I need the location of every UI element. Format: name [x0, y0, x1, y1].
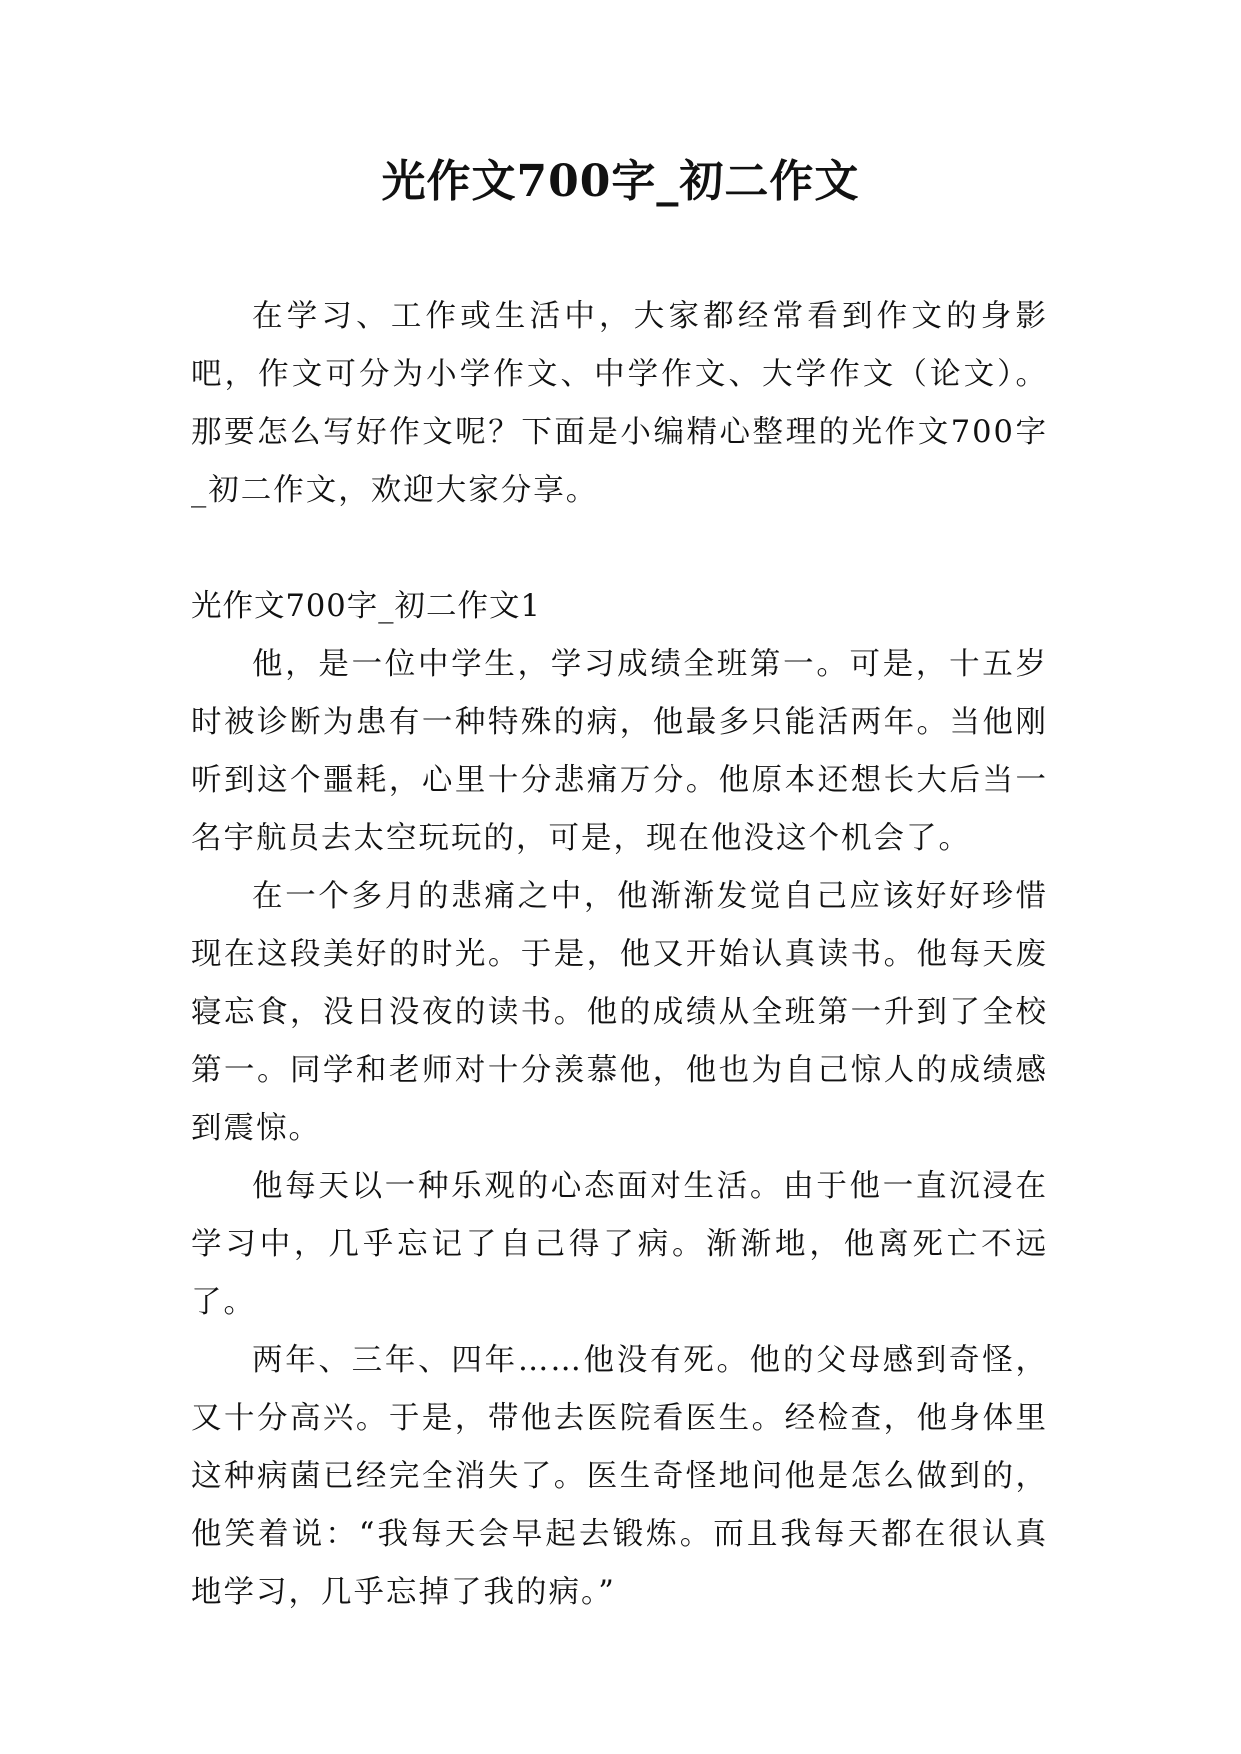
body-paragraph: 他每天以一种乐观的心态面对生活。由于他一直沉浸在学习中，几乎忘记了自己得了病。渐渐地，他离死亡不远了。	[191, 1169, 1048, 1320]
document-title: 光作文700字_初二作文	[381, 156, 860, 207]
section-title: 光作文700字_初二作文1	[191, 589, 541, 624]
intro-paragraph: 在学习、工作或生活中，大家都经常看到作文的身影吧，作文可分为小学作文、中学作文、大学作文（论文）。那要怎么写好作文呢？下面是小编精心整理的光作文700字_初二作文，欢迎大家分享。	[191, 299, 1048, 508]
body-paragraph: 两年、三年、四年……他没有死。他的父母感到奇怪，又十分高兴。于是，带他去医院看医生。经检查，他身体里这种病菌已经完全消失了。医生奇怪地问他是怎么做到的，他笑着说：“我每天会早起去锻炼。而且我每天都在很认真地学习，几乎忘掉了我的病。”	[191, 1343, 1048, 1610]
body-paragraph: 他，是一位中学生，学习成绩全班第一。可是，十五岁时被诊断为患有一种特殊的病，他最多只能活两年。当他刚听到这个噩耗，心里十分悲痛万分。他原本还想长大后当一名宇航员去太空玩玩的，可是，现在他没这个机会了。	[191, 647, 1048, 856]
body-paragraph: 在一个多月的悲痛之中，他渐渐发觉自己应该好好珍惜现在这段美好的时光。于是，他又开始认真读书。他每天废寝忘食，没日没夜的读书。他的成绩从全班第一升到了全校第一。同学和老师对十分羡慕他，他也为自己惊人的成绩感到震惊。	[191, 879, 1048, 1146]
document-body	[191, 288, 1048, 1622]
